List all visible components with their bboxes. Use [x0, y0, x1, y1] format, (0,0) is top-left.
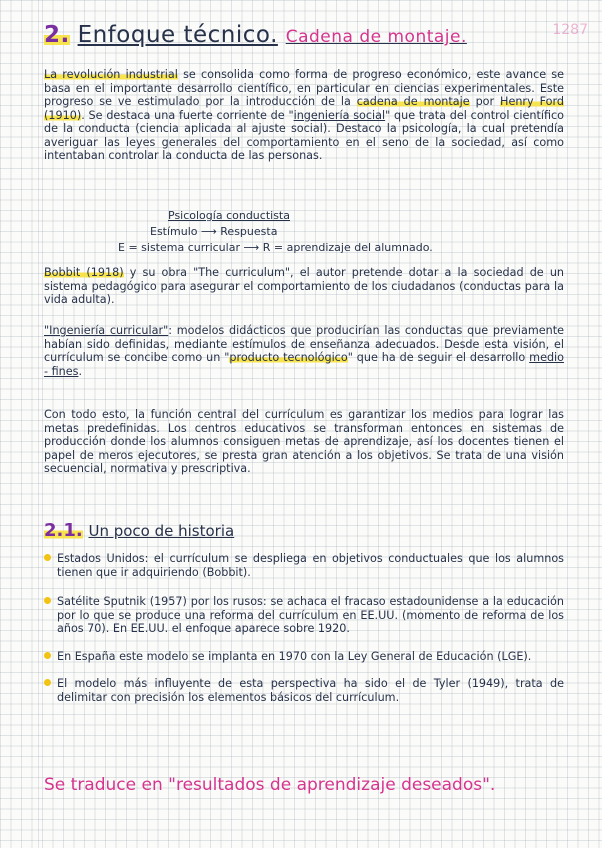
page-title: [44, 22, 564, 48]
text-span: . Se destaca una fuerte corriente de ": [81, 108, 294, 122]
highlight-bobbit: Bobbit (1918): [44, 266, 124, 279]
bullet-text: En España este modelo se implanta en 1970 con la Ley General de Educación (LGE).: [57, 649, 532, 663]
bullet-text: El modelo más influyente de esta perspectiva ha sido el de Tyler (1949), trata de delimitar con precisión los elementos básicos del currículum.: [57, 677, 564, 704]
bullet-dot: [44, 554, 51, 561]
subsection-heading: [44, 520, 234, 541]
text-span: se consolida como forma de progreso económico, este avance se basa en el importante desarrollo científico, en particular en ciencias experimentales. Este progreso se ve estimulado por la introducción de la: [44, 68, 565, 108]
paragraph-ingenieria-curricular: [44, 324, 564, 378]
title-sub: Cadena de montaje.: [285, 27, 467, 47]
highlight-cadena: cadena de montaje: [356, 95, 470, 108]
highlight-henry-ford: Henry Ford (1910): [44, 95, 564, 122]
paragraph-bobbit: [44, 266, 564, 307]
schema-conductista: Psicología conductista: [168, 209, 290, 222]
list-item: [44, 650, 564, 664]
title-main: Enfoque técnico.: [77, 22, 278, 48]
paragraph-industrial-revolution: [44, 68, 564, 163]
bullet-dot: [44, 679, 51, 686]
bullet-text: Estados Unidos: el currículum se despliega en objetivos conductuales que los alumnos tienen que ir adquiriendo (Bobbit).: [57, 552, 564, 579]
underline-medio-fines: medio - fines: [44, 351, 565, 378]
text-span: por: [469, 95, 501, 108]
history-bullet-list: [44, 552, 564, 715]
bullet-dot: [44, 652, 51, 659]
paragraph-funcion-central: Con todo esto, la función central del currículum es garantizar los medios para lograr las metas predefinidas. Los centros educativos se transforman entonces en sistemas de producción donde los alumnos consiguen metas de aprendizaje, así los docentes tienen el papel de meros ejecutores, se presta gran atención a los objetivos. Se trata de una visión secuencial, normativa y prescriptiva.: [44, 408, 564, 475]
schema-curricular: E = sistema curricular ⟶ R = aprendizaje del alumnado.: [118, 241, 433, 254]
bullet-text: Satélite Sputnik (1957) por los rusos: se achaca el fracaso estadounidense a la educación por lo que se produce una reforma del currículum en EE.UU. (momento de reforma de los años 70). En EE.UU. el enfoque aparece sobre 1920.: [57, 595, 564, 635]
list-item: [44, 677, 564, 704]
highlight-producto-tecnologico: producto tecnológico: [229, 351, 348, 364]
list-item: [44, 552, 564, 579]
underline-ingenieria-curricular: "Ingeniería curricular": [44, 324, 169, 337]
text-span: .: [78, 364, 83, 378]
subsection-title: Un poco de historia: [88, 522, 235, 540]
underline-ingenieria-social: ingeniería social: [293, 108, 386, 122]
text-span: y su obra "The curriculum", el autor pretende dotar a la sociedad de un sistema pedagógico para asegurar el comportamiento de los ciudadanos (conductas para la vida adulta).: [44, 266, 565, 306]
subsection-number: 2.1.: [44, 520, 83, 541]
text-span: " que trata del control científico de la conducta (ciencia aplicada al ajuste social). Destaco la psicología, la cual pretendía averiguar las leyes generales del comportamiento en el seno de la sociedad, así como intentaban controlar la conducta de las personas.: [44, 108, 564, 162]
corner-mark: 1287: [552, 22, 588, 38]
highlight-industrial-revolution: La revolución industrial: [44, 68, 178, 81]
closing-statement: Se traduce en "resultados de aprendizaje deseados".: [44, 775, 496, 795]
margin-line: [38, 0, 39, 848]
text-span: " que ha de seguir el desarrollo: [347, 351, 530, 364]
list-item: [44, 595, 564, 636]
title-number: 2.: [44, 22, 70, 48]
text-span: : modelos didácticos que producirían las conductas que previamente habían sido definidas, mediante estímulos de enseñanza adecuados. Desde esta visión, el currículum se concibe como un ": [44, 324, 564, 364]
bullet-dot: [44, 597, 51, 604]
schema-stimulus-response: Estímulo ⟶ Respuesta: [150, 225, 278, 238]
